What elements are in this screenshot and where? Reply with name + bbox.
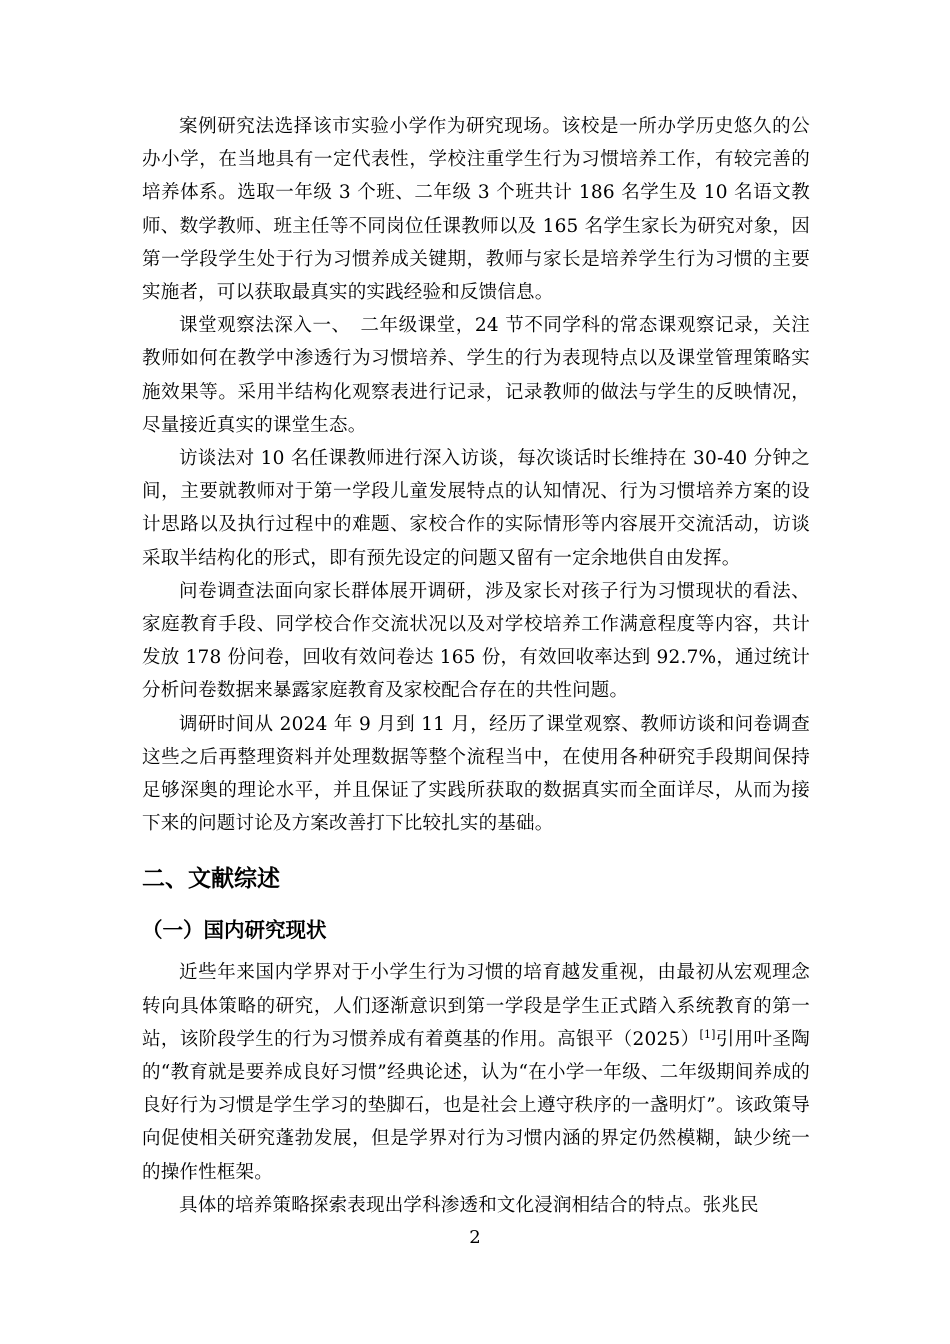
domestic-research-text-before-ref: 近些年来国内学界对于小学生行为习惯的培育越发重视，由最初从宏观理念转向具体策略的研究，人们逐渐意识到第一学段是学生正式踏入系统教育的第一站，该阶段学生的行为习惯养成有着奠基的作用。高银平（2025） bbox=[142, 962, 810, 1050]
paragraph-domestic-research bbox=[142, 956, 810, 1188]
document-body bbox=[142, 110, 810, 1222]
paragraph-research-timeline: 调研时间从 2024 年 9 月到 11 月，经历了课堂观察、教师访谈和问卷调查这些之后再整理资料并处理数据等整个流程当中，在使用各种研究手段期间保持足够深奥的理论水平，并且保证了实践所获取的数据真实而全面详尽，从而为接下来的问题讨论及方案改善打下比较扎实的基础。 bbox=[142, 713, 810, 835]
paragraph-interview: 访谈法对 10 名任课教师进行深入访谈，每次谈话时长维持在 30-40 分钟之间，主要就教师对于第一学段儿童发展特点的认知情况、行为习惯培养方案的设计思路以及执行过程中的难题、家校合作的实际情形等内容展开交流活动，访谈采取半结构化的形式，即有预先设定的问题又留有一定余地供自由发挥。 bbox=[142, 448, 810, 569]
paragraph-classroom-observation: 课堂观察法深入一、 二年级课堂，24 节不同学科的常态课观察记录，关注教师如何在教学中渗透行为习惯培养、学生的行为表现特点以及课堂管理策略实施效果等。采用半结构化观察表进行记录，记录教师的做法与学生的反映情况，尽量接近真实的课堂生态。 bbox=[142, 315, 810, 436]
paragraph-questionnaire: 问卷调查法面向家长群体展开调研，涉及家长对孩子行为习惯现状的看法、家庭教育手段、同学校合作交流状况以及对学校培养工作满意程度等内容，共计发放 178 份问卷，回收有效问卷达 165 份，有效回收率达到 92.7%，通过统计分析问卷数据来暴露家庭教育及家校配合存在的共性问题。 bbox=[142, 580, 810, 702]
domestic-research-text-after-ref: 引用叶圣陶的“教育就是要养成良好习惯”经典论述，认为“在小学一年级、二年级期间养成的良好行为习惯是学生学习的垫脚石，也是社会上遵守秩序的一盏明灯”。该政策导向促使相关研究蓬勃发展，但是学界对行为习惯内涵的界定仍然模糊，缺少统一的操作性框架。 bbox=[142, 1028, 810, 1183]
section-heading: 二、文献综述 bbox=[142, 866, 280, 893]
page-number: 2 bbox=[469, 1227, 481, 1248]
subsection-heading: （一）国内研究现状 bbox=[142, 918, 327, 943]
paragraph-training-strategies: 具体的培养策略探索表现出学科渗透和文化浸润相结合的特点。张兆民 bbox=[179, 1194, 759, 1216]
citation-reference: [1] bbox=[699, 1027, 716, 1041]
paragraph-case-study: 案例研究法选择该市实验小学作为研究现场。该校是一所办学历史悠久的公办小学，在当地具有一定代表性，学校注重学生行为习惯培养工作，有较完善的培养体系。选取一年级 3 个班、二年级 3 个班共计 186 名学生及 10 名语文教师、数学教师、班主任等不同岗位任课教师以及 165 名学生家长为研究对象，因第一学段学生处于行为习惯养成关键期，教师与家长是培养学生行为习惯的主要实施者，可以获取最真实的实践经验和反馈信息。 bbox=[142, 116, 810, 304]
